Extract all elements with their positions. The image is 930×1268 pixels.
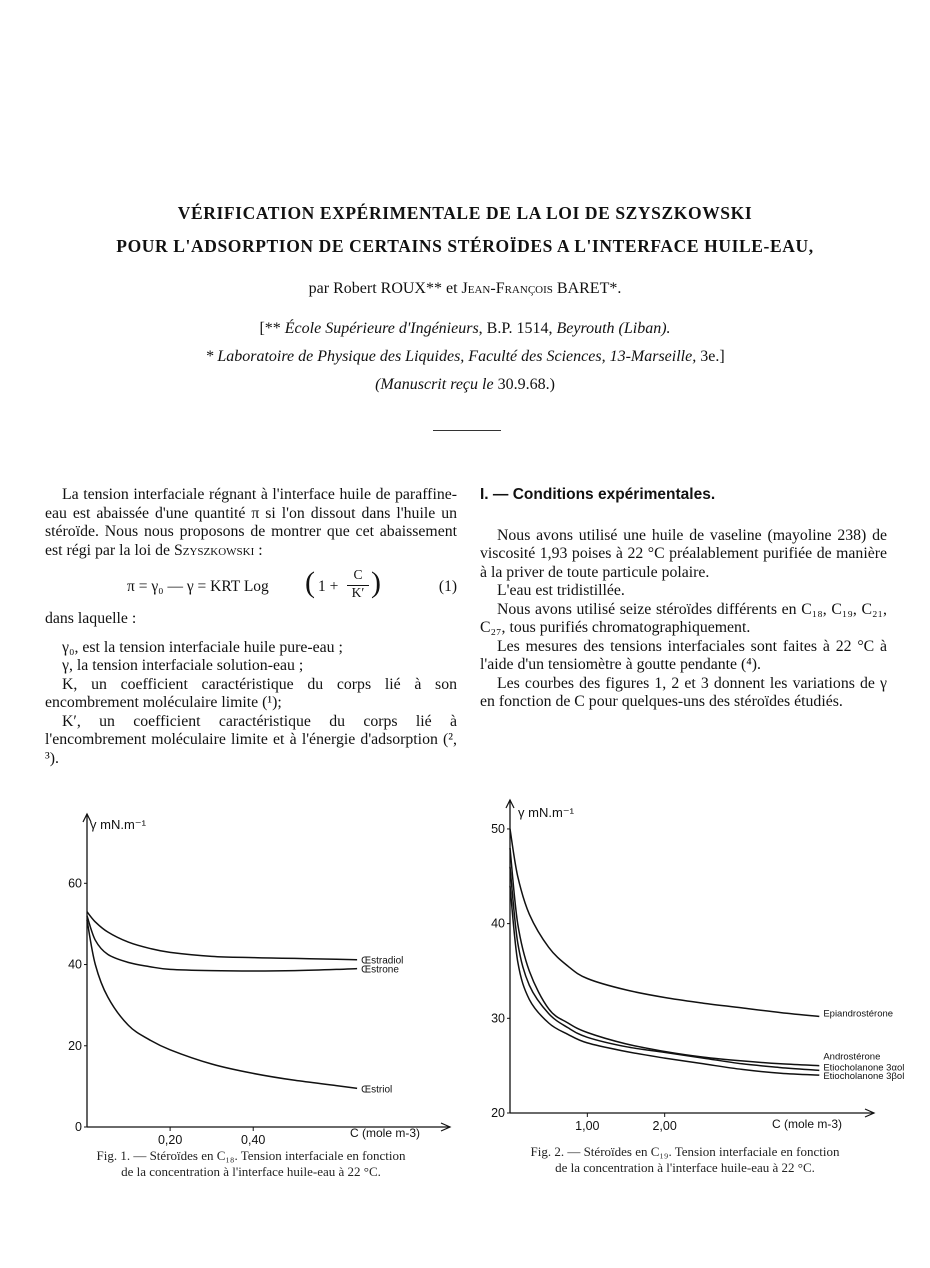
- equation-1: π = γ₀ — γ = KRT Log ( 1 + C K′ ) (1): [127, 566, 457, 600]
- series-line-striol: [87, 920, 357, 1089]
- body-paragraph: Nous avons utilisé seize stéroïdes différents en C₁₈, C₁₉, C₂₁, C₂₇, tous purifiés chromatographiquement.: [480, 600, 887, 636]
- series-label-epiandroste-rone: Epiandrostérone: [823, 1008, 894, 1020]
- series-label-stradiol: Œstradiol: [361, 955, 404, 967]
- intro-paragraph: La tension interfaciale régnant à l'interface huile de paraffine-eau est abaissée d'une quantité π si l'on dissout dans l'huile un stéroïde. Nous nous proposons de montrer que cet abaissement est régi par la loi de Szyszkowski :: [45, 486, 457, 559]
- y-tick-label: 50: [491, 821, 505, 836]
- y-tick-label: 40: [68, 957, 82, 972]
- y-tick-label: 40: [491, 916, 505, 931]
- body-paragraph: Les mesures des tensions interfaciales sont faites à 22 °C à l'aide d'un tensiomètre à goutte pendante (⁴).: [480, 637, 887, 673]
- section-heading: I. — Conditions expérimentales.: [480, 486, 716, 503]
- equation-paren-left: (: [305, 566, 315, 599]
- body-paragraph: Les courbes des figures 1, 2 et 3 donnent les variations de γ en fonction de C pour quelques-uns des stéroïdes étudiés.: [480, 674, 887, 710]
- paper-title-line2: POUR L'ADSORPTION DE CERTAINS STÉROÏDES A L'INTERFACE HUILE-EAU,: [116, 236, 814, 256]
- x-tick-label: 0,40: [241, 1133, 266, 1147]
- x-tick-label: 1,00: [575, 1119, 600, 1133]
- series-label-androste-rone: Androstérone: [823, 1051, 881, 1063]
- left-column: [45, 486, 457, 768]
- dans-laquelle: dans laquelle :: [45, 610, 137, 627]
- figure-1-caption: Fig. 1. — Stéroïdes en C₁₈. Tension interfaciale en fonction de la concentration à l'interface huile-eau à 22 °C.: [96, 1148, 406, 1179]
- y-axis-label: γ mN.m⁻¹: [90, 817, 146, 832]
- y-tick-label: 60: [68, 876, 82, 891]
- series-label-striol: Œstriol: [361, 1084, 393, 1096]
- series-label-etiocholanone-3-ol: Etiocholanone 3αol: [823, 1062, 905, 1074]
- affiliation-1: [** École Supérieure d'Ingénieurs, B.P. 1514, Beyrouth (Liban).: [259, 320, 671, 337]
- definition-item: K′, un coefficient caractéristique du corps lié à l'encombrement moléculaire limite et à l'énergie d'adsorption (², ³).: [45, 712, 457, 767]
- authors-line: par Robert ROUX** et Jean-François BARET*.: [308, 280, 622, 297]
- definition-item: γ₀, est la tension interfaciale huile pure-eau ;: [62, 638, 343, 656]
- definition-item: γ, la tension interfaciale solution-eau ;: [62, 657, 304, 674]
- figure-2-caption: Fig. 2. — Stéroïdes en C₁₉. Tension interfaciale en fonction de la concentration à l'interface huile-eau à 22 °C.: [530, 1144, 840, 1175]
- series-line-strone: [87, 916, 357, 971]
- figure-1-chart: [40, 800, 460, 1145]
- y-tick-label: 0: [75, 1120, 82, 1134]
- x-tick-label: 0,20: [157, 1133, 183, 1147]
- body-paragraph: Nous avons utilisé une huile de vaseline (mayoline 238) de viscosité 1,93 poises à 22 °C préalablement purifiée de manière à la priver de toute particule polaire.: [480, 526, 887, 581]
- right-column: [480, 486, 887, 712]
- y-tick-label: 20: [68, 1038, 82, 1053]
- x-axis-label: C (mole m-3): [772, 1117, 843, 1131]
- series-label-strone: Œstrone: [361, 964, 399, 976]
- series-line-etiocholanone-3-ol: [510, 867, 819, 1071]
- definition-item: K, un coefficient caractéristique du corps lié à son encombrement moléculaire limite (¹);: [45, 675, 457, 711]
- series-label-etiocholanone-3-ol: Etiocholanone 3βol: [823, 1071, 905, 1083]
- x-tick-label: 2,00: [652, 1119, 677, 1133]
- equation-paren-right: ): [371, 566, 381, 599]
- series-line-epiandroste-rone: [510, 829, 819, 1017]
- body-paragraph: L'eau est tridistillée.: [497, 582, 625, 599]
- y-tick-label: 30: [491, 1011, 505, 1026]
- x-axis-label: C (mole m-3): [350, 1126, 421, 1140]
- series-line-etiocholanone-3-ol: [510, 886, 819, 1075]
- series-line-stradiol: [87, 912, 357, 960]
- received-date: (Manuscrit reçu le 30.9.68.): [375, 376, 555, 393]
- y-tick-label: 20: [491, 1106, 505, 1120]
- figure-2-chart: [480, 790, 905, 1135]
- affiliation-2: * Laboratoire de Physique des Liquides, Faculté des Sciences, 13-Marseille, 3e.]: [205, 348, 725, 365]
- y-axis-label: γ mN.m⁻¹: [518, 805, 574, 820]
- header-divider: [433, 430, 501, 431]
- paper-title-line1: VÉRIFICATION EXPÉRIMENTALE DE LA LOI DE SZYSZKOWSKI: [177, 203, 753, 223]
